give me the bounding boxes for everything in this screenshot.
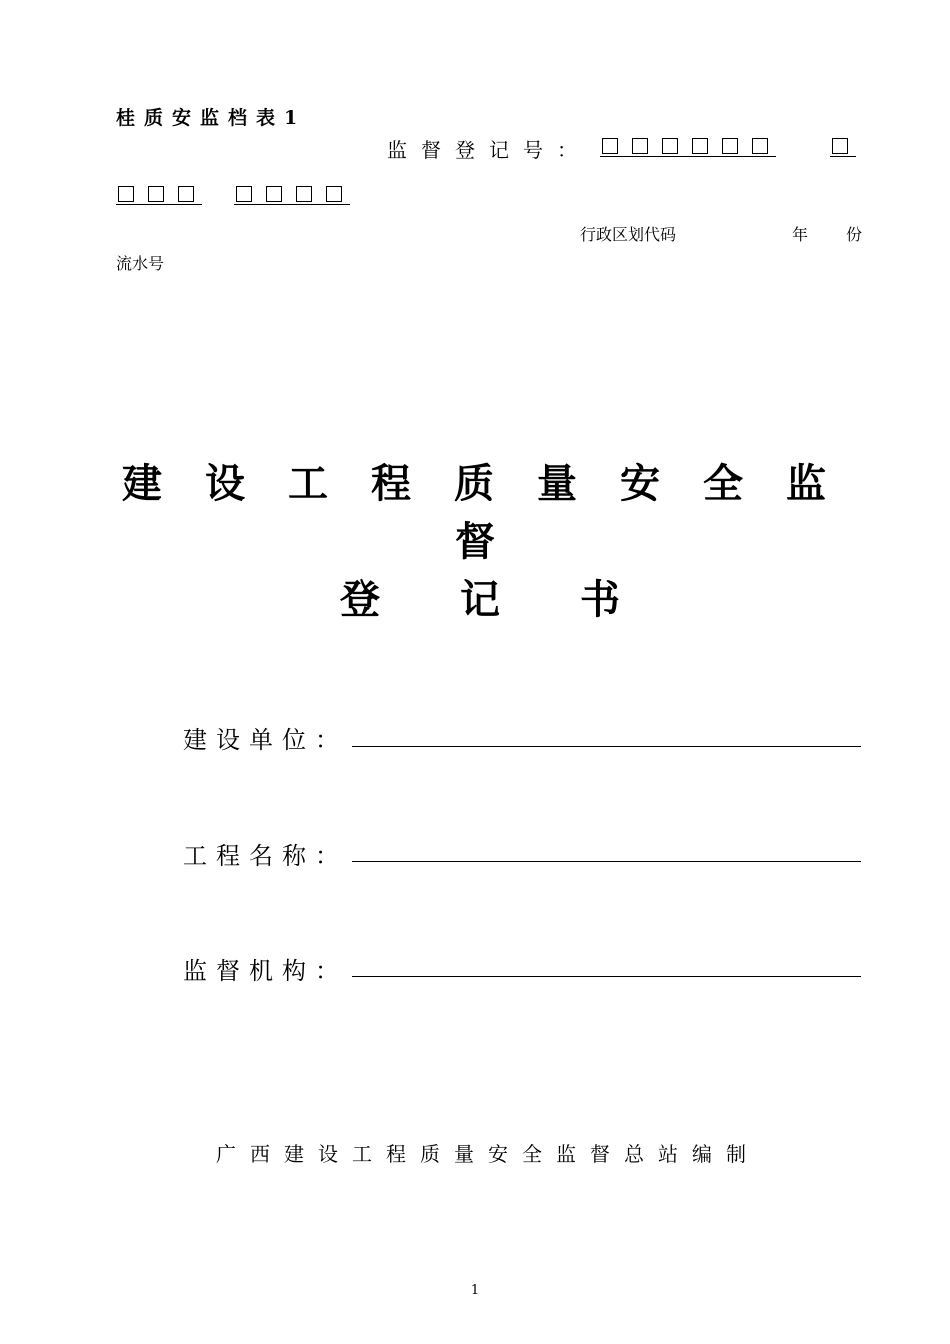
region-code-label: 行政区划代码 <box>580 225 677 244</box>
region-code-boxes-a[interactable] <box>600 138 776 157</box>
digit-box[interactable] <box>118 186 134 202</box>
construction-unit-field[interactable] <box>352 746 861 747</box>
compiler-footer: 广西建设工程质量安全监督总站编制 <box>216 1142 760 1166</box>
digit-box[interactable] <box>296 186 312 202</box>
document-title-line1: 建设工程质量安全监 <box>122 461 869 507</box>
supervision-agency-label: 监督机构： <box>183 957 348 985</box>
serial-number-label: 流水号 <box>116 254 165 273</box>
registration-number-label: 监督登记号： <box>387 138 591 162</box>
construction-unit-label: 建设单位： <box>183 726 348 754</box>
digit-box[interactable] <box>632 138 648 154</box>
digit-box[interactable] <box>692 138 708 154</box>
project-name-label: 工程名称： <box>183 842 348 870</box>
document-title-line3: 登记书 <box>340 577 700 623</box>
digit-box[interactable] <box>178 186 194 202</box>
digit-box[interactable] <box>752 138 768 154</box>
digit-box[interactable] <box>722 138 738 154</box>
document-title-line2: 督 <box>455 519 495 565</box>
digit-box[interactable] <box>832 138 848 154</box>
year-label-2: 份 <box>846 225 863 244</box>
year-boxes-b[interactable] <box>116 186 202 205</box>
digit-box[interactable] <box>662 138 678 154</box>
supervision-agency-field[interactable] <box>352 976 861 977</box>
digit-box[interactable] <box>266 186 282 202</box>
year-boxes-a[interactable] <box>830 138 856 157</box>
digit-box[interactable] <box>326 186 342 202</box>
form-code: 桂质安监档表1 <box>116 107 307 129</box>
project-name-field[interactable] <box>352 861 861 862</box>
year-label-1: 年 <box>792 225 809 244</box>
digit-box[interactable] <box>236 186 252 202</box>
digit-box[interactable] <box>148 186 164 202</box>
digit-box[interactable] <box>602 138 618 154</box>
serial-number-boxes[interactable] <box>234 186 350 205</box>
page-number: 1 <box>470 1283 480 1298</box>
